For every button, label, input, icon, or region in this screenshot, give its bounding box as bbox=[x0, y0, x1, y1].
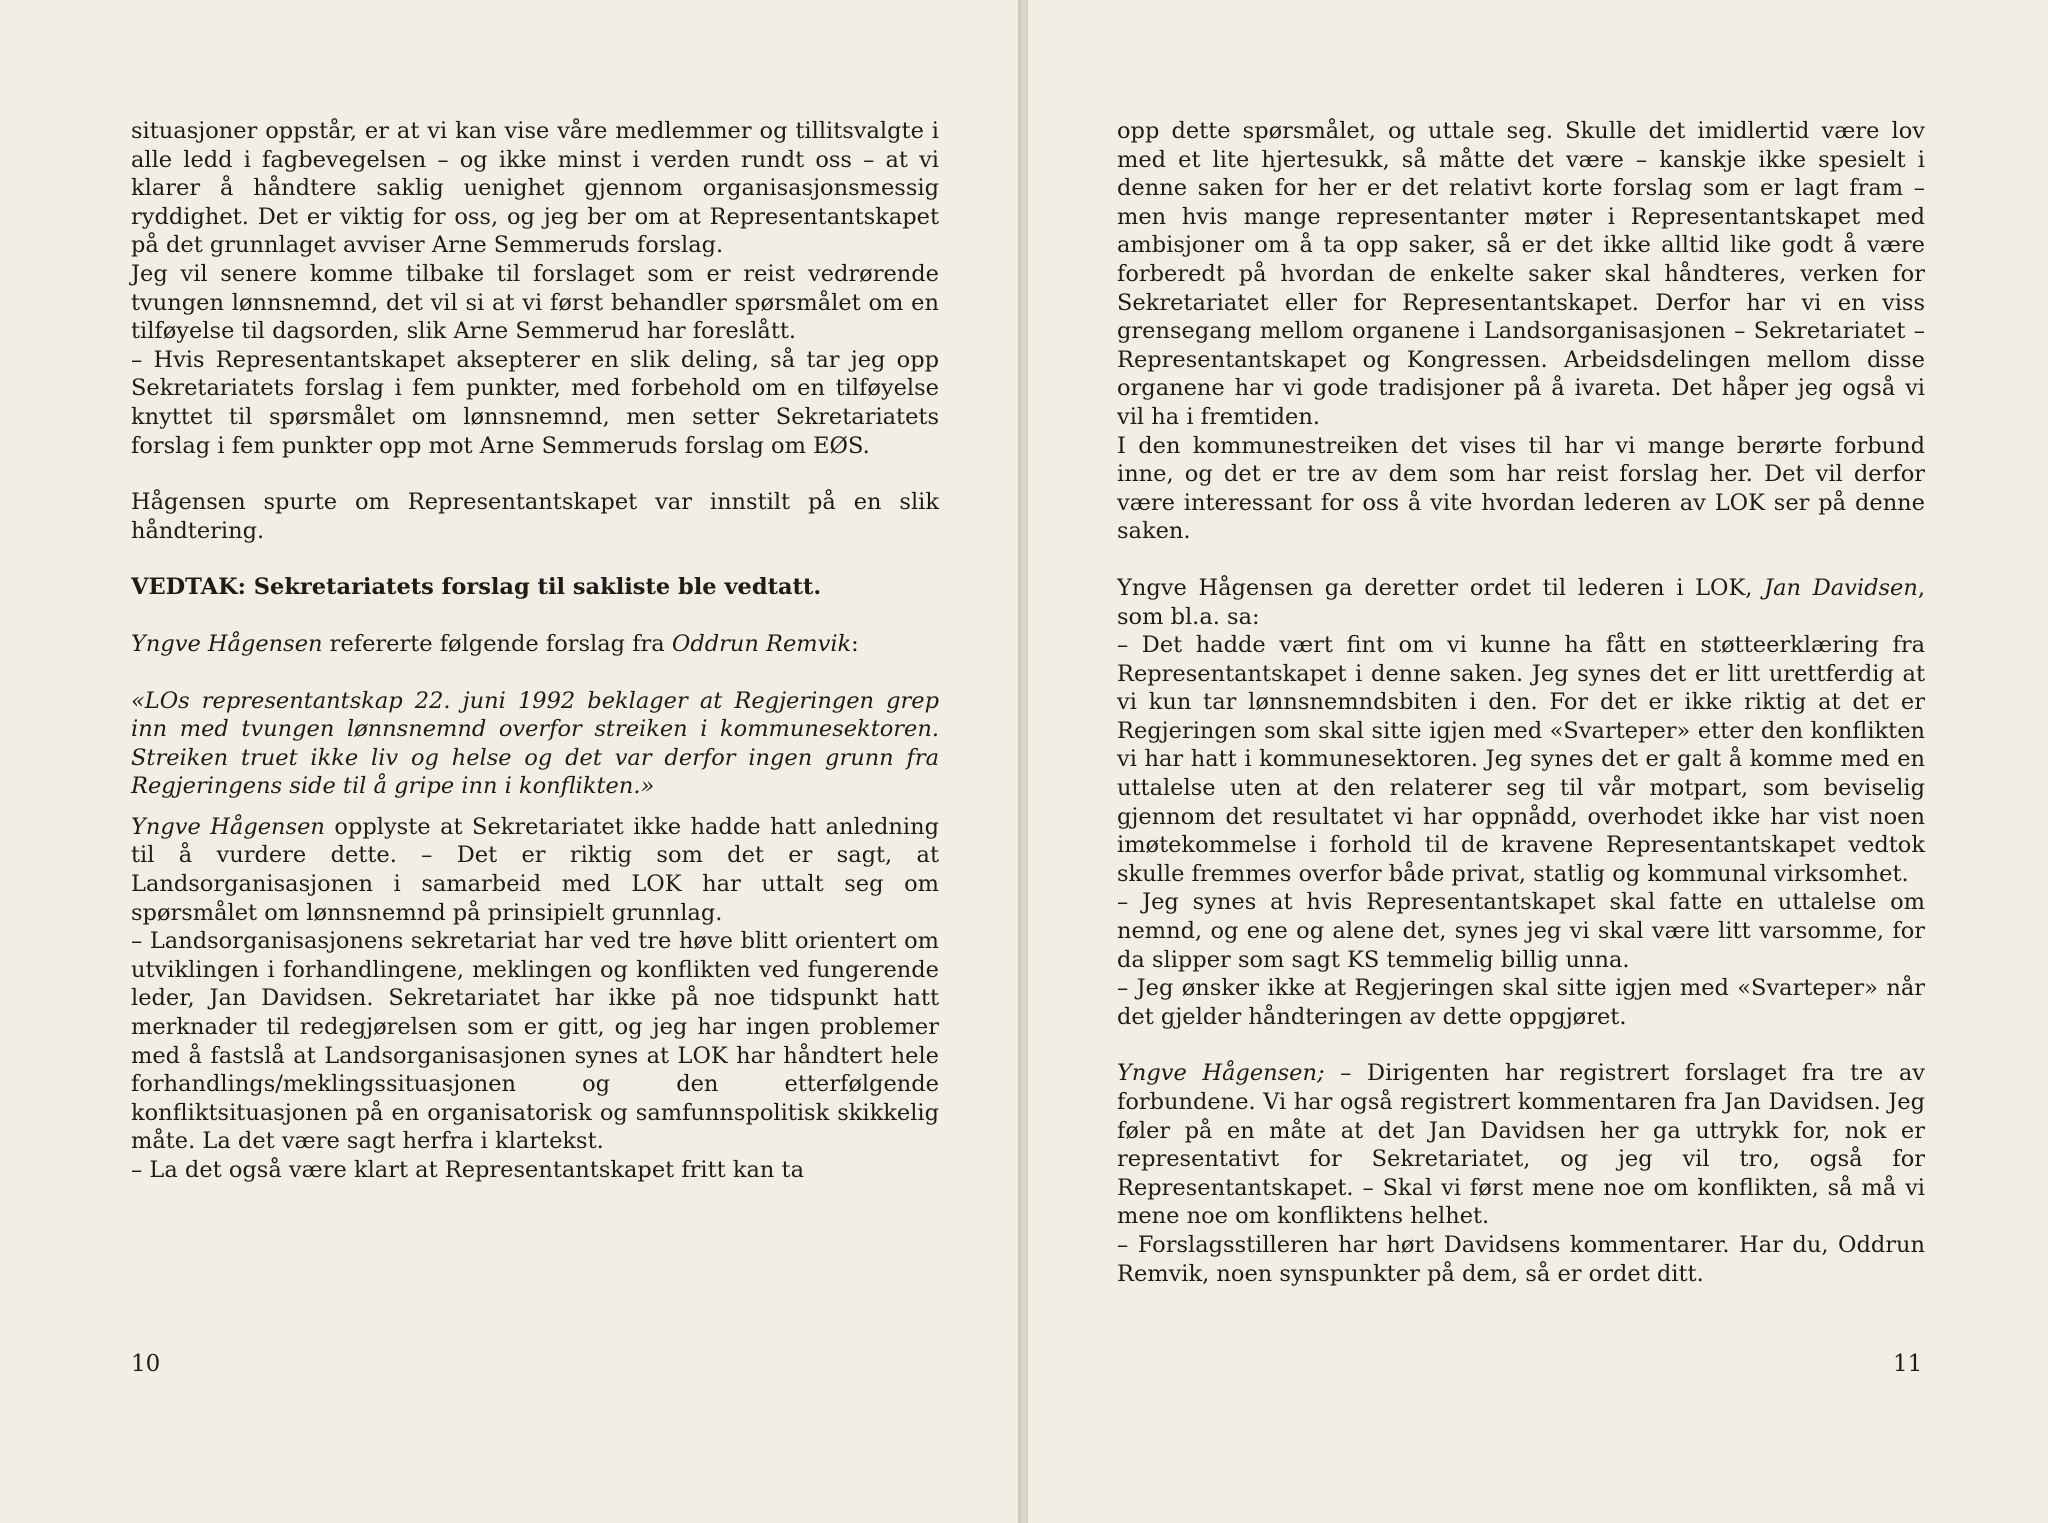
speaker-name: Yngve Hågensen bbox=[131, 813, 325, 840]
paragraph bbox=[1117, 1059, 1925, 1231]
paragraph: – Jeg synes at hvis Representantskapet skal fatte en uttalelse om nemnd, og ene og alene det, synes jeg vi skal være litt varsomme, for da slipper som sagt KS temmelig billig unna. bbox=[1117, 889, 1925, 973]
quote-text: «LOs representantskap 22. juni 1992 beklager at Regjeringen grep inn med tvungen lønnsnemnd overfor streiken i kommunesektoren. Streiken truet ikke liv og helse og det var derfor ingen grunn fra Regjeringens side til å gripe inn i konflikten.» bbox=[131, 687, 939, 800]
paragraph: – Forslagsstilleren har hørt Davidsens kommentarer. Har du, Oddrun Remvik, noen synspunkter på dem, så er ordet ditt. bbox=[1117, 1231, 1925, 1287]
paragraph: – Landsorganisasjonens sekretariat har ved tre høve blitt orientert om utviklingen i forhandlingene, meklingen og konflikten ved fungerende leder, Jan Davidsen. Sekretariatet har ikke på noe tidspunkt hatt merknader til redegjørelsen som er gitt, og jeg har ingen problemer med å fastslå at Landsorganisasjonen synes at LOK har håndtert hele forhandlings/meklingssituasjonen og den etterfølgende konfliktsituasjonen på en organisatorisk og samfunnspolitisk skikkelig måte. La det være sagt herfra i klartekst. bbox=[131, 928, 939, 1155]
vedtak-heading: VEDTAK: Sekretariatets forslag til sakliste ble vedtatt. bbox=[131, 574, 822, 601]
speaker-name: Oddrun Remvik bbox=[671, 630, 852, 657]
left-text-block bbox=[131, 117, 939, 1185]
quote bbox=[131, 687, 939, 801]
paragraph: – La det også være klart at Representantskapet fritt kan ta bbox=[131, 1157, 805, 1183]
left-page bbox=[0, 0, 1020, 1523]
paragraph: – Hvis Representantskapet aksepterer en slik deling, så tar jeg opp Sekretariatets forslag i fem punkter, med forbehold om en tilføyelse knyttet til spørsmålet om lønnsnemnd, men setter Sekretariatets forslag i fem punkter opp mot Arne Semmeruds forslag om EØS. bbox=[131, 346, 939, 459]
paragraph bbox=[1117, 574, 1925, 631]
paragraph-text: refererte følgende forslag fra bbox=[322, 630, 672, 657]
paragraph-text: Yngve Hågensen ga deretter ordet til lederen i LOK, bbox=[1117, 574, 1765, 601]
paragraph-text: : bbox=[851, 630, 859, 657]
paragraph: – Jeg ønsker ikke at Regjeringen skal sitte igjen med «Svarteper» når det gjelder håndteringen av dette oppgjøret. bbox=[1117, 975, 1925, 1030]
paragraph bbox=[131, 813, 939, 927]
paragraph bbox=[131, 630, 939, 659]
speaker-name: Jan Davidsen bbox=[1764, 574, 1918, 601]
speaker-name: Yngve Hågensen bbox=[131, 630, 323, 657]
right-text-block bbox=[1117, 117, 1925, 1288]
speaker-name: Yngve Hågensen; bbox=[1117, 1060, 1325, 1087]
page-number: 11 bbox=[1893, 1351, 1923, 1377]
paragraph: situasjoner oppstår, er at vi kan vise våre medlemmer og tillitsvalgte i alle ledd i fagbevegelsen – og ikke minst i verden rundt oss – at vi klarer å håndtere saklig uenighet gjennom organisasjonsmessig ryddighet. Det er viktig for oss, og jeg ber om at Representantskapet på det grunnlaget avviser Arne Semmeruds forslag. bbox=[131, 118, 939, 259]
paragraph: Jeg vil senere komme tilbake til forslaget som er reist vedrørende tvungen lønnsnemnd, det vil si at vi først behandler spørsmålet om en tilføyelse til dagsorden, slik Arne Semmerud har foreslått. bbox=[131, 260, 939, 345]
paragraph-text: – Dirigenten har registrert forslaget fra tre av forbundene. Vi har også registrert kommentaren fra Jan Davidsen. Jeg føler på en måte at det Jan Davidsen her ga uttrykk for, nok er representativt for Sekretariatet, og jeg vil tro, også for Representantskapet. – Skal vi først mene noe om konflikten, så må vi mene noe om konfliktens helhet. bbox=[1117, 1060, 1925, 1230]
paragraph-text: , som bl.a. sa: bbox=[1117, 574, 1925, 630]
paragraph-text: opplyste at Sekretariatet ikke hadde hatt anledning til å vurdere dette. – Det er riktig som det er sagt, at Landsorganisasjonen i samarbeid med LOK har uttalt seg om spørsmålet om lønnsnemnd på prinsipielt grunnlag. bbox=[131, 813, 939, 926]
paragraph: – Det hadde vært fint om vi kunne ha fått en støtteerklæring fra Representantskapet i denne saken. Jeg synes det er litt urettferdig at vi kun tar lønnsnemndsbiten i den. For det er ikke riktig at det er Regjeringen som skal sitte igjen med «Svarteper» etter den konflikten vi har hatt i kommunesektoren. Jeg synes det er galt å komme med en uttalelse uten at den relaterer seg til vår motpart, som beviselig gjennom det resultatet vi har oppnådd, overhodet ikke har vist noen imøtekommelse i forhold til de kravene Representantskapet vedtok skulle fremmes overfor både privat, statlig og kommunal virksomhet. bbox=[1117, 632, 1925, 887]
paragraph: opp dette spørsmålet, og uttale seg. Skulle det imidlertid være lov med et lite hjertesukk, så måtte det være – kanskje ikke spesielt i denne saken for her er det relativt korte forslag som er lagt fram – men hvis mange representanter møter i Representantskapet med ambisjoner om å ta opp saker, så er det ikke alltid like godt å være forberedt på hvordan de enkelte saker skal håndteres, verken for Sekretariatet eller for Representantskapet. Derfor har vi en viss grensegang mellom organene i Landsorganisasjonen – Sekretariatet – Representantskapet og Kongressen. Arbeidsdelingen mellom disse organene har vi gode tradisjoner på å ivareta. Det håper jeg også vi vil ha i fremtiden. bbox=[1117, 118, 1925, 430]
right-page bbox=[1028, 0, 2048, 1523]
paragraph: Hågensen spurte om Representantskapet var innstilt på en slik håndtering. bbox=[131, 489, 939, 544]
paragraph: I den kommunestreiken det vises til har vi mange berørte forbund inne, og det er tre av dem som har reist forslag her. Det vil derfor være interessant for oss å vite hvordan lederen av LOK ser på denne saken. bbox=[1117, 432, 1925, 545]
page-number: 10 bbox=[131, 1351, 161, 1377]
